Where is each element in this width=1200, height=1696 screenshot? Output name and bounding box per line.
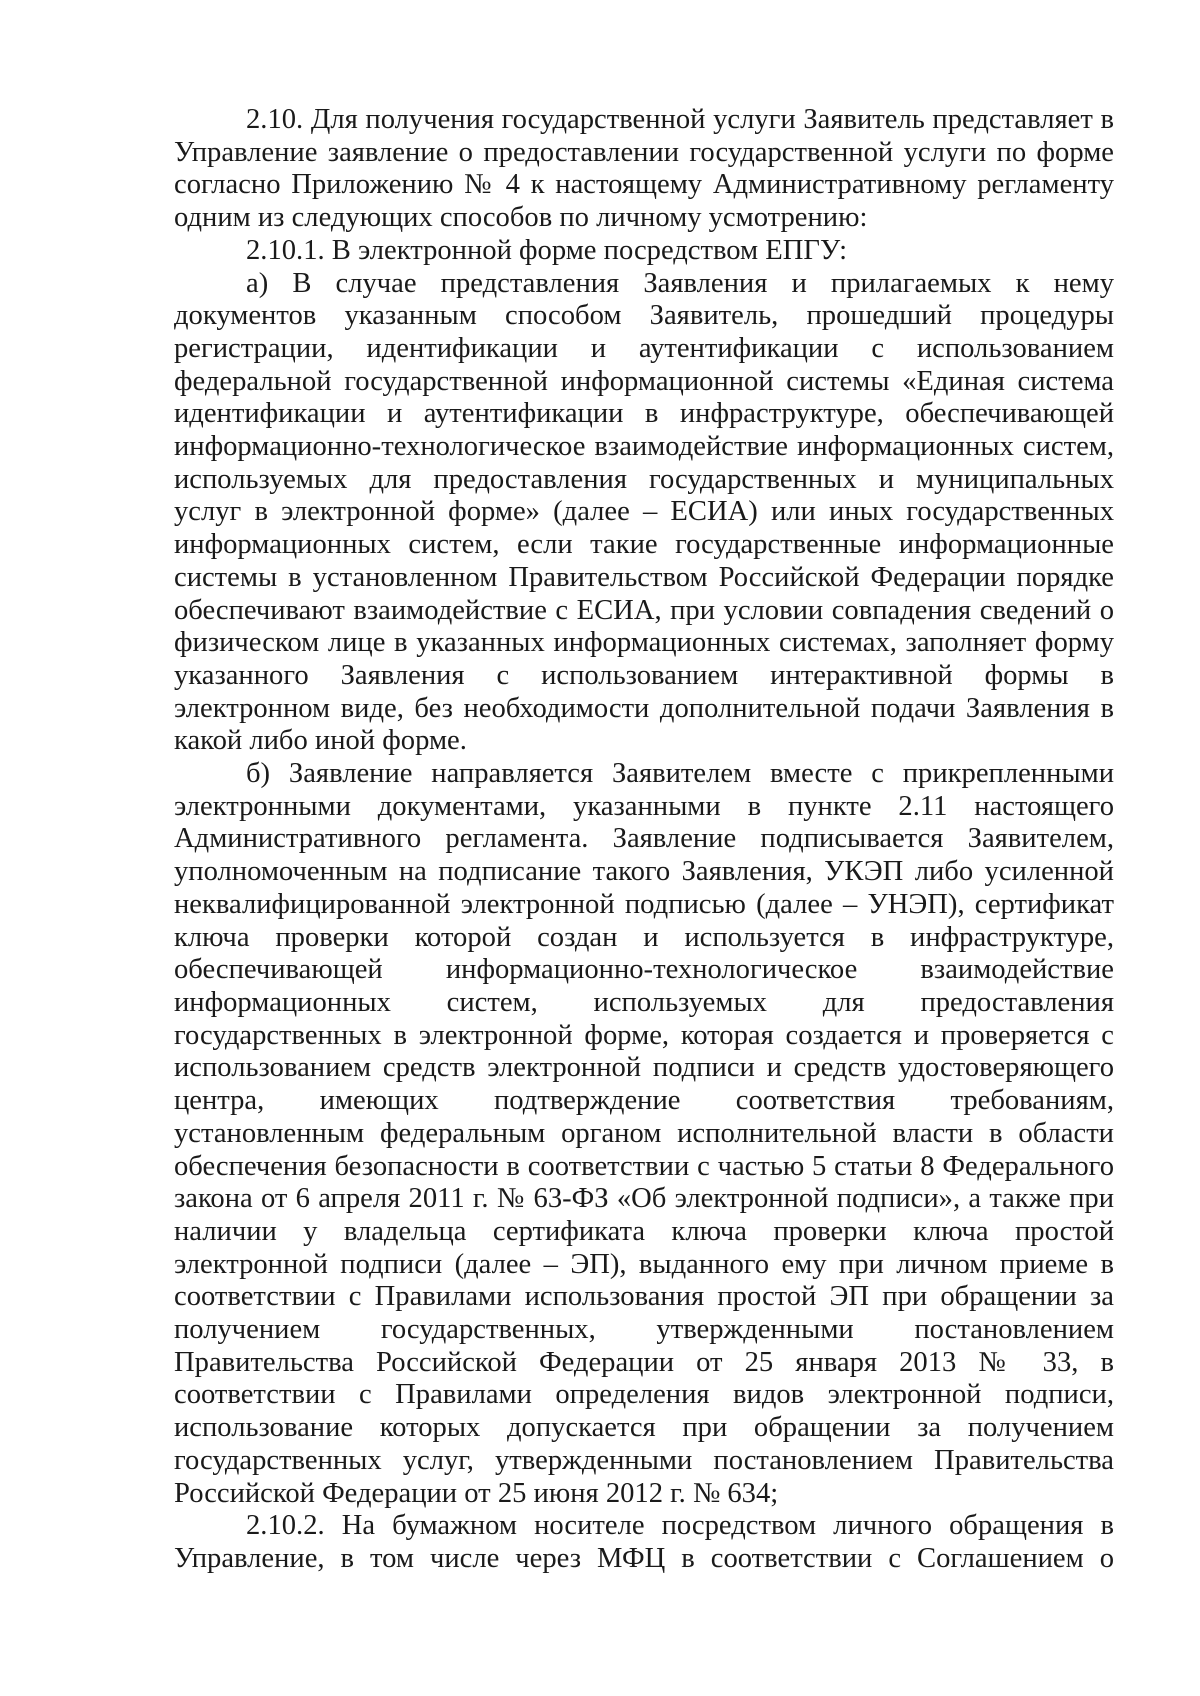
paragraph-2-10-2: 2.10.2. На бумажном носителе посредством личного обращения в Управление, в том числе через МФЦ в соответствии с Соглашением о [174, 1510, 1114, 1574]
paragraph-2-10: 2.10. Для получения государственной услуги Заявитель представляет в Управление заявление о предоставлении государственной услуги по форме согласно Приложению № 4 к настоящему Административному регламенту одним из следующих способов по личному усмотрению: [174, 104, 1114, 234]
document-page [174, 104, 1114, 1576]
paragraph-item-a: а) В случае представления Заявления и прилагаемых к нему документов указанным способом Заявитель, прошедший процедуры регистрации, идентификации и аутентификации с использованием федеральной государственной информационной системы «Единая система идентификации и аутентификации в инфраструктуре, обеспечивающей информационно-технологическое взаимодействие информационных систем, используемых для предоставления государственных и муниципальных услуг в электронной форме» (далее – ЕСИА) или иных государственных информационных систем, если такие государственные информационные системы в установленном Правительством Российской Федерации порядке обеспечивают взаимодействие с ЕСИА, при условии совпадения сведений о физическом лице в указанных информационных системах, заполняет форму указанного Заявления с использованием интерактивной формы в электронном виде, без необходимости дополнительной подачи Заявления в какой либо иной форме. [174, 267, 1114, 757]
paragraph-2-10-1: 2.10.1. В электронной форме посредством ЕПГУ: [246, 234, 848, 266]
paragraph-item-b: б) Заявление направляется Заявителем вместе с прикрепленными электронными документами, указанными в пункте 2.11 настоящего Административного регламента. Заявление подписывается Заявителем, уполномоченным на подписание такого Заявления, УКЭП либо усиленной неквалифицированной электронной подписью (далее – УНЭП), сертификат ключа проверки которой создан и используется в инфраструктуре, обеспечивающей информационно-технологическое взаимодействие информационных систем, используемых для предоставления государственных в электронной форме, которая создается и проверяется с использованием средств электронной подписи и средств удостоверяющего центра, имеющих подтверждение соответствия требованиям, установленным федеральным органом исполнительной власти в области обеспечения безопасности в соответствии с частью 5 статьи 8 Федерального закона от 6 апреля 2011 г. № 63-ФЗ «Об электронной подписи», а также при наличии у владельца сертификата ключа проверки ключа простой электронной подписи (далее – ЭП), выданного ему при личном приеме в соответствии с Правилами использования простой ЭП при обращении за получением государственных, утвержденными постановлением Правительства Российской Федерации от 25 января 2013 № 33, в соответствии с Правилами определения видов электронной подписи, использование которых допускается при обращении за получением государственных услуг, утвержденными постановлением Правительства Российской Федерации от 25 июня 2012 г. № 634; [174, 758, 1114, 1509]
